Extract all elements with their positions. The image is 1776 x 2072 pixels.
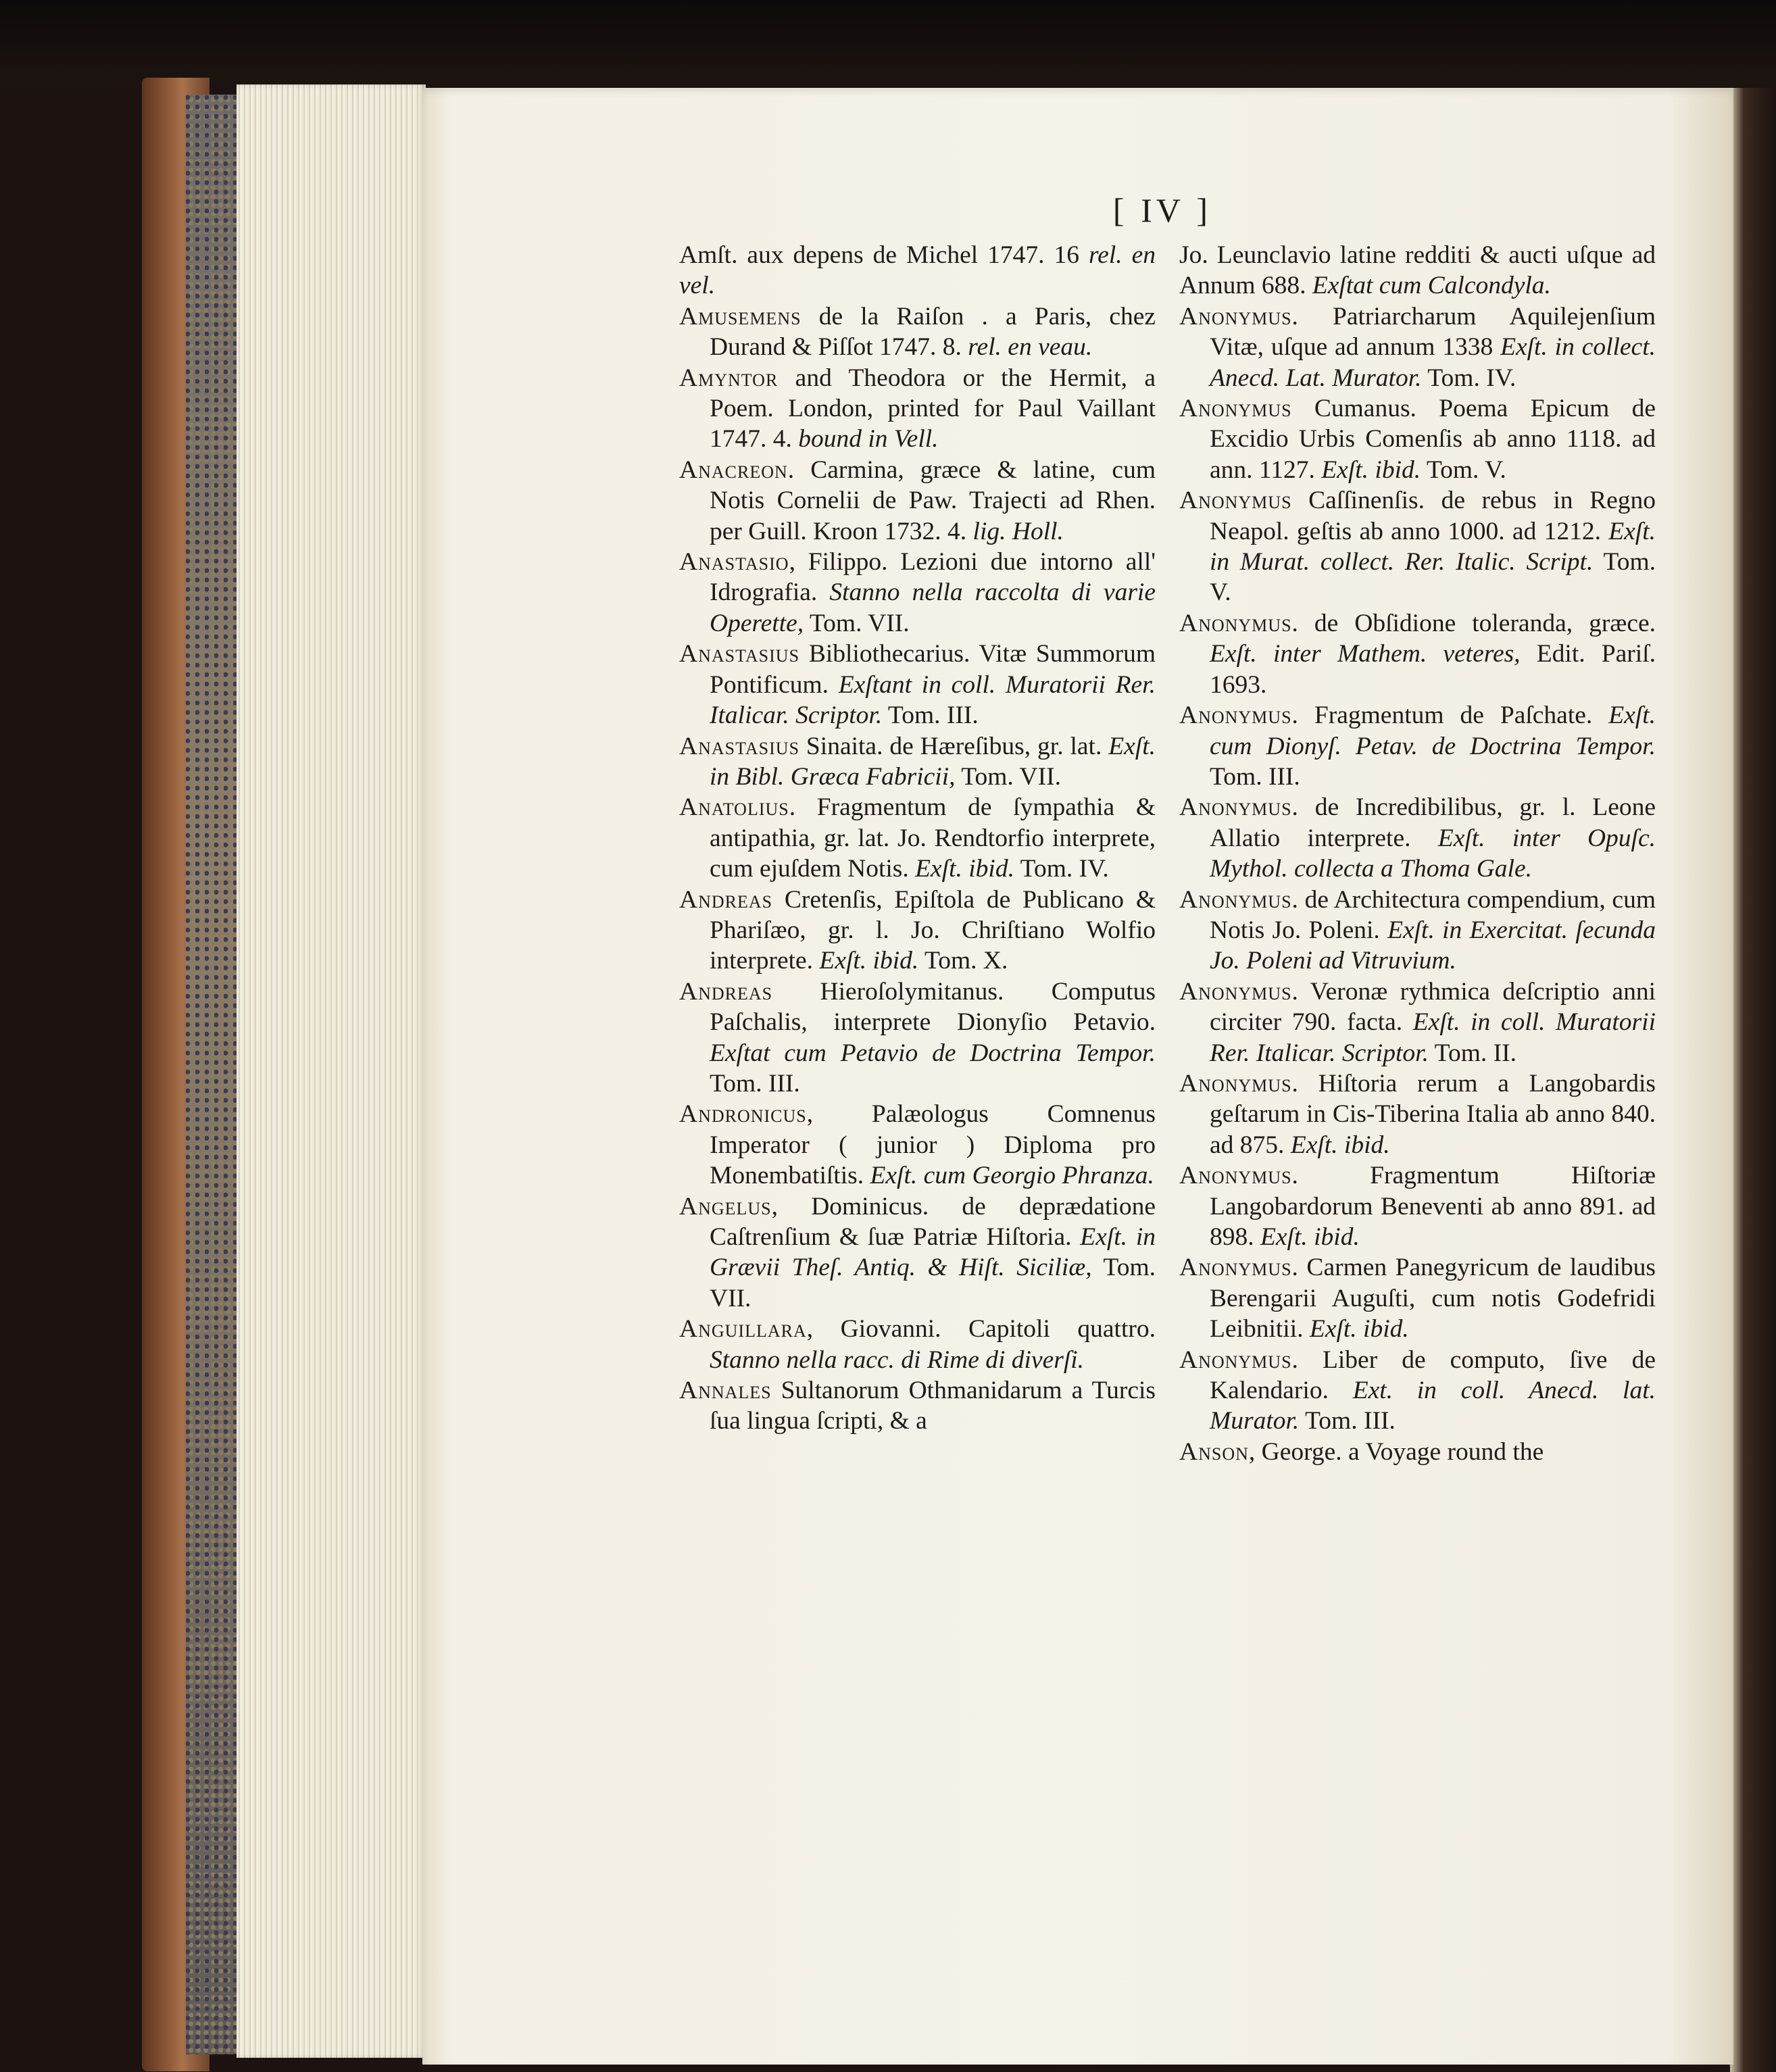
right-column <box>1179 240 1656 1467</box>
entry-italic: Exſt. in Bibl. Græca Fabricii, <box>710 732 1156 791</box>
entry-italic: Exſtat cum Calcondyla. <box>1312 272 1551 300</box>
backdrop <box>0 0 1776 84</box>
entry-text: , Palæologus Comnenus Imperator ( junior ) Diploma pro Monembatiſtis. <box>710 1100 1156 1190</box>
entry-text: , George. a Voyage round the <box>1248 1437 1544 1466</box>
entry-text: , Dominicus. de deprædatione Caſtrenſium & ſuæ Patriæ Hiſtoria. <box>710 1192 1156 1251</box>
entry-headword: Anson <box>1179 1437 1249 1466</box>
entry-text: . Fragmentum de Paſchate. <box>1291 701 1609 730</box>
entry-text: . Carmina, græce & latine, cum Notis Cornelii de Paw. Trajecti ad Rhen. per Guill. Kroon 1732. 4. <box>710 455 1156 545</box>
entry-tail: Tom. V. <box>1421 455 1506 484</box>
entry-italic: Ext. in coll. Anecd. lat. Murator. <box>1210 1377 1656 1435</box>
entry-text: de la Raiſon . a Paris, chez Durand & Piſſot 1747. 8. <box>710 302 1156 362</box>
entry-text: Hieroſolymitanus. Computus Paſchalis, interprete Dionyſio Petavio. <box>710 977 1156 1037</box>
entry-headword: Angelus <box>679 1192 772 1220</box>
entry-headword: Anonymus <box>1179 487 1292 515</box>
catalog-entry <box>1179 1160 1656 1252</box>
entry-headword: Anonymus <box>1179 1346 1292 1374</box>
book-cover-right <box>1730 88 1776 2072</box>
catalog-entry <box>1179 485 1656 608</box>
entry-italic: Exſtat cum Petavio de Doctrina Tempor. <box>710 1039 1156 1067</box>
entry-italic: Exſt. in collect. Anecd. Lat. Murator. <box>1210 333 1656 392</box>
entry-headword: Anastasius <box>679 640 800 668</box>
entry-headword: Andreas <box>679 885 773 914</box>
entry-text: , Giovanni. Capitoli quattro. <box>806 1315 1156 1343</box>
entry-headword: Anonymus <box>1179 609 1292 637</box>
entry-italic: Exſt. inter Mathem. veteres, <box>1210 640 1521 668</box>
page-edges <box>237 84 426 2058</box>
entry-headword: Anastasius <box>679 732 800 760</box>
catalog-entry <box>679 547 1156 639</box>
entry-text: Caſſinenſis. de rebus in Regno Neapol. geſtis ab anno 1000. ad 1212. <box>1210 487 1656 545</box>
marbled-edge <box>186 95 237 2054</box>
page-number: [ IV ] <box>1112 191 1212 229</box>
entry-text: Amſt. aux depens de Michel 1747. 16 <box>679 241 1089 269</box>
entry-italic: Exſt. ibid. <box>819 947 919 975</box>
entry-text: . de Architectura compendium, cum Notis Jo. Poleni. <box>1210 885 1656 944</box>
catalog-entry <box>679 301 1156 363</box>
entry-italic: rel. en vel. <box>679 241 1156 300</box>
entry-italic: Exſt. ibid. <box>1290 1131 1390 1159</box>
entry-headword: Anastasio <box>679 548 789 576</box>
entry-text: . Hiſtoria rerum a Langobardis geſtarum in Cis-Tiberina Italia ab anno 840. ad 875. <box>1210 1069 1656 1159</box>
entry-text: . Carmen Panegyricum de laudibus Berengarii Auguſti, cum notis Godefridi Leibnitii. <box>1210 1254 1656 1343</box>
entry-headword: Anonymus <box>1179 885 1292 914</box>
entry-italic: Stanno nella racc. di Rime di diverſi. <box>710 1346 1085 1374</box>
catalog-entry <box>1179 700 1656 792</box>
catalog-entry <box>679 363 1156 455</box>
entry-text: . de Incredibilibus, gr. l. Leone Allatio interprete. <box>1210 793 1656 852</box>
catalog-entry <box>679 1375 1156 1437</box>
entry-italic: Exſt. cum Dionyſ. Petav. de Doctrina Tempor. <box>1210 701 1656 760</box>
entry-text: . Fragmentum Hiſtoriæ Langobardorum Beneventi ab anno 891. ad 898. <box>1210 1162 1656 1251</box>
continued-entry <box>679 240 1156 301</box>
entry-italic: Stanno nella raccolta di varie Operette, <box>710 578 1156 637</box>
entry-headword: Annales <box>679 1377 772 1405</box>
entry-headword: Anonymus <box>1179 701 1292 730</box>
entry-tail: Tom. IV. <box>1421 364 1516 392</box>
catalog-entry <box>1179 1252 1656 1344</box>
entry-headword: Anatolius <box>679 793 789 822</box>
entry-text: and Theodora or the Hermit, a Poem. London, printed for Paul Vaillant 1747. 4. <box>710 364 1156 453</box>
entry-italic: Exſtant in coll. Muratorii Rer. Italicar. Scriptor. <box>710 670 1156 730</box>
entry-text: Cumanus. Poema Epicum de Excidio Urbis Comenſis ab anno 1118. ad ann. 1127. <box>1210 395 1656 484</box>
entry-tail: Edit. Pariſ. 1693. <box>1210 640 1656 699</box>
catalog-entry <box>679 977 1156 1100</box>
catalog-entry <box>679 1191 1156 1314</box>
entry-headword: Anonymus <box>1179 302 1292 330</box>
entry-italic: Exſt. in Exercitat. ſecunda Jo. Poleni ad Vitruvium. <box>1210 916 1656 975</box>
entry-italic: Exſt. ibid. <box>1309 1315 1409 1343</box>
entry-italic: Exſt. in Murat. collect. Rer. Italic. Script. <box>1210 517 1656 576</box>
entry-tail: Tom. IV. <box>1014 855 1109 883</box>
entry-tail: Tom. III. <box>710 1069 800 1097</box>
catalog-entry <box>679 1314 1156 1375</box>
entry-headword: Anonymus <box>1179 1162 1292 1190</box>
entry-text: . Veronæ rythmica deſcriptio anni circiter 790. facta. <box>1210 977 1656 1037</box>
catalog-entry <box>679 455 1156 547</box>
catalog-entry <box>679 1099 1156 1191</box>
entry-headword: Anonymus <box>1179 1254 1292 1282</box>
continued-entry <box>1179 240 1656 301</box>
catalog-entry <box>679 639 1156 731</box>
catalog-entry <box>1179 393 1656 485</box>
entry-text: , Filippo. Lezioni due intorno all' Idrografia. <box>710 548 1156 607</box>
entry-tail: Tom. III. <box>882 701 979 730</box>
left-column <box>679 240 1156 1437</box>
entry-tail: Tom. VII. <box>804 609 910 637</box>
catalog-entry <box>1179 885 1656 977</box>
entry-tail: Tom. X. <box>918 947 1008 975</box>
entry-italic: Exſt. cum Georgio Phranza. <box>870 1162 1154 1190</box>
entry-headword: Amusemens <box>679 302 801 330</box>
entry-italic: bound in Vell. <box>798 425 939 453</box>
catalog-entry <box>679 885 1156 977</box>
catalog-entry <box>1179 1068 1656 1160</box>
entry-italic: Exſt. ibid. <box>915 855 1014 883</box>
entry-text: . Patriarcharum Aquilejenſium Vitæ, uſque ad annum 1338 <box>1210 302 1656 362</box>
entry-text: Sultanorum Othmanidarum a Turcis ſua lingua ſcripti, & a <box>710 1377 1156 1435</box>
entry-text: Cretenſis, Epiſtola de Publicano & Phariſæo, gr. l. Jo. Chriſtiano Wolfio interprete. <box>710 885 1156 975</box>
entry-headword: Anonymus <box>1179 1069 1292 1097</box>
entry-headword: Anonymus <box>1179 793 1292 822</box>
entry-headword: Anonymus <box>1179 977 1292 1006</box>
entry-headword: Amyntor <box>679 364 779 392</box>
entry-italic: Exſt. inter Opuſc. Mythol. collecta a Thoma Gale. <box>1210 824 1656 883</box>
catalog-entry <box>1179 977 1656 1068</box>
catalog-entry <box>679 731 1156 793</box>
entry-headword: Anonymus <box>1179 395 1292 423</box>
entry-tail: Tom. II. <box>1428 1039 1516 1067</box>
entry-tail: Tom. III. <box>1299 1407 1396 1435</box>
entry-italic: Exſt. in coll. Muratorii Rer. Italicar. Scriptor. <box>1210 1008 1656 1067</box>
entry-italic: lig. Holl. <box>972 517 1064 545</box>
entry-headword: Anguillara <box>679 1315 807 1343</box>
entry-italic: Exſt. ibid. <box>1260 1223 1360 1251</box>
catalog-entry <box>1179 301 1656 393</box>
catalog-entry <box>1179 608 1656 700</box>
catalog-entry <box>679 792 1156 884</box>
entry-text: . de Obſidione toleranda, græce. <box>1291 609 1656 637</box>
entry-tail: Tom. VII. <box>955 762 1061 791</box>
entry-headword: Anacreon <box>679 455 788 484</box>
entry-italic: Exſt. in Grævii Theſ. Antiq. & Hiſt. Siciliæ, <box>710 1223 1156 1282</box>
catalog-entry <box>1179 1345 1656 1437</box>
catalog-entry <box>1179 1437 1656 1467</box>
entry-tail: Tom. III. <box>1210 762 1300 791</box>
entry-tail: Tom. V. <box>1210 548 1656 607</box>
entry-italic: rel. en veau. <box>968 333 1093 362</box>
entry-italic: Exſt. ibid. <box>1321 455 1421 484</box>
entry-text: . Liber de computo, ſive de Kalendario. <box>1210 1346 1656 1405</box>
entry-text: Jo. Leunclavio latine redditi & aucti uſque ad Annum 688. <box>1179 241 1656 300</box>
entry-text: Bibliothecarius. Vitæ Summorum Pontificum. <box>710 640 1156 699</box>
entry-text: . Fragmentum de ſympathia & antipathia, gr. lat. Jo. Rendtorfio interprete, cum ejuſdem Notis. <box>710 793 1156 883</box>
catalog-entry <box>1179 792 1656 884</box>
entry-headword: Andreas <box>679 977 773 1006</box>
entry-headword: Andronicus <box>679 1100 807 1129</box>
entry-text: Sinaita. de Hæreſibus, gr. lat. <box>799 732 1109 760</box>
entry-tail: Tom. VII. <box>710 1254 1156 1312</box>
